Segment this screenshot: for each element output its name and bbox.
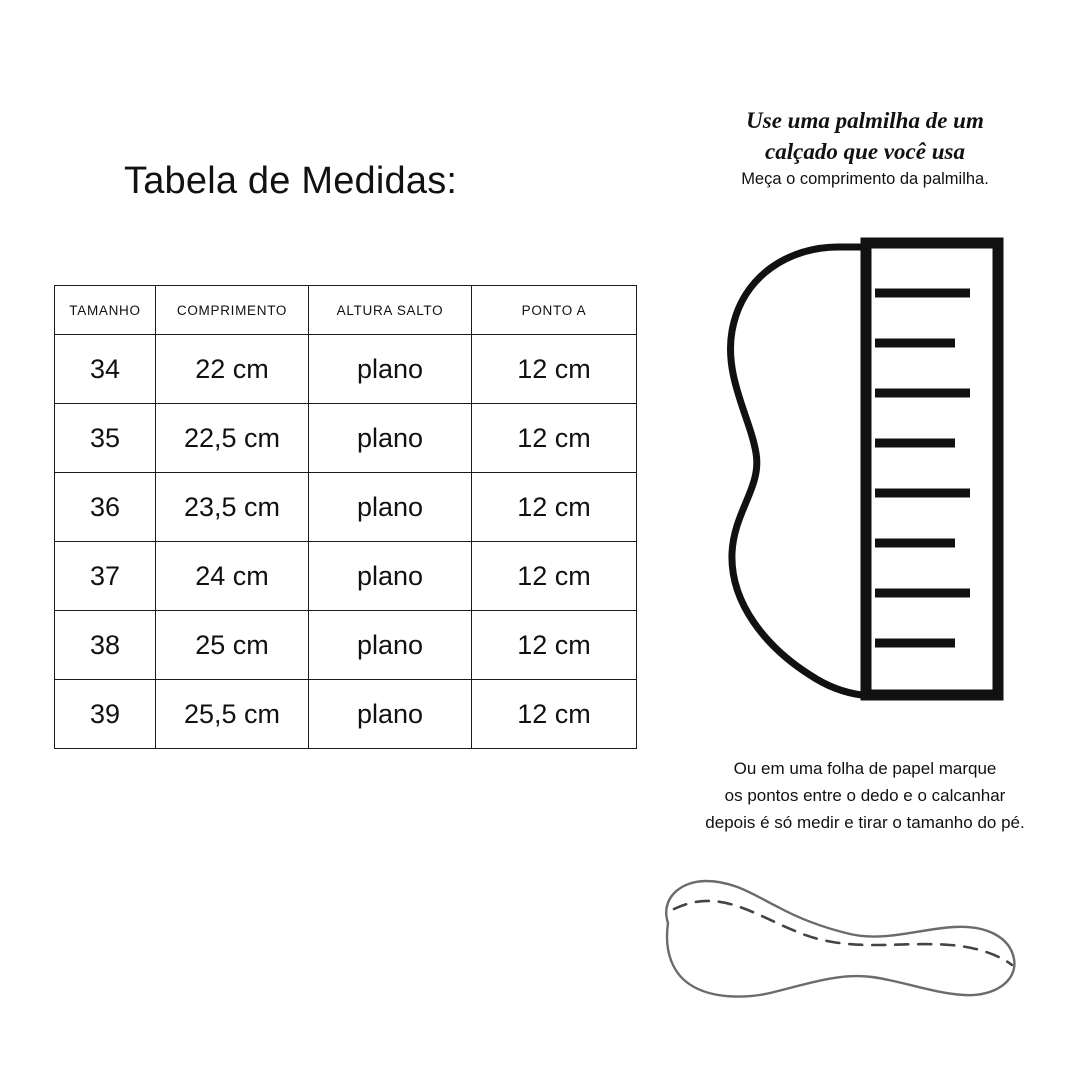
table-header bbox=[55, 286, 637, 335]
cell-tamanho: 37 bbox=[55, 542, 156, 611]
insole-heading-line-1: Use uma palmilha de um bbox=[746, 108, 984, 133]
table-body bbox=[55, 335, 637, 749]
ruler-icon bbox=[670, 235, 1070, 725]
paper-line-2: os pontos entre o dedo e o calcanhar bbox=[724, 786, 1006, 805]
table-header-row bbox=[55, 286, 637, 335]
cell-altura-salto: plano bbox=[309, 680, 472, 749]
insole-with-ruler-illustration bbox=[670, 235, 1070, 725]
paper-line-1: Ou em uma folha de papel marque bbox=[733, 759, 997, 778]
instructions-section bbox=[650, 0, 1080, 1080]
cell-tamanho: 34 bbox=[55, 335, 156, 404]
cell-altura-salto: plano bbox=[309, 404, 472, 473]
foot-outline-illustration bbox=[650, 865, 1080, 1025]
column-header-altura-salto: ALTURA SALTO bbox=[309, 286, 472, 335]
cell-comprimento: 24 cm bbox=[156, 542, 309, 611]
table-row bbox=[55, 611, 637, 680]
table-row bbox=[55, 473, 637, 542]
column-header-comprimento: COMPRIMENTO bbox=[156, 286, 309, 335]
foot-icon bbox=[650, 865, 1080, 1025]
cell-comprimento: 23,5 cm bbox=[156, 473, 309, 542]
cell-tamanho: 39 bbox=[55, 680, 156, 749]
column-header-ponto-a: PONTO A bbox=[472, 286, 637, 335]
paper-line-3: depois é só medir e tirar o tamanho do pé. bbox=[705, 813, 1025, 832]
page-title: Tabela de Medidas: bbox=[124, 160, 458, 202]
size-table bbox=[54, 285, 637, 749]
cell-ponto-a: 12 cm bbox=[472, 542, 637, 611]
cell-altura-salto: plano bbox=[309, 335, 472, 404]
paper-instruction-text bbox=[640, 755, 1080, 836]
column-header-tamanho: TAMANHO bbox=[55, 286, 156, 335]
insole-instruction-heading bbox=[650, 105, 1080, 167]
cell-altura-salto: plano bbox=[309, 611, 472, 680]
cell-ponto-a: 12 cm bbox=[472, 473, 637, 542]
cell-comprimento: 25,5 cm bbox=[156, 680, 309, 749]
insole-heading-line-2: calçado que você usa bbox=[765, 139, 965, 164]
insole-instruction-subtext: Meça o comprimento da palmilha. bbox=[741, 170, 989, 188]
cell-tamanho: 38 bbox=[55, 611, 156, 680]
cell-comprimento: 22,5 cm bbox=[156, 404, 309, 473]
cell-tamanho: 36 bbox=[55, 473, 156, 542]
cell-comprimento: 25 cm bbox=[156, 611, 309, 680]
cell-ponto-a: 12 cm bbox=[472, 335, 637, 404]
cell-ponto-a: 12 cm bbox=[472, 611, 637, 680]
table-row bbox=[55, 680, 637, 749]
cell-altura-salto: plano bbox=[309, 473, 472, 542]
cell-altura-salto: plano bbox=[309, 542, 472, 611]
cell-ponto-a: 12 cm bbox=[472, 680, 637, 749]
cell-ponto-a: 12 cm bbox=[472, 404, 637, 473]
table-row bbox=[55, 404, 637, 473]
cell-comprimento: 22 cm bbox=[156, 335, 309, 404]
cell-tamanho: 35 bbox=[55, 404, 156, 473]
table-row bbox=[55, 542, 637, 611]
table-row bbox=[55, 335, 637, 404]
